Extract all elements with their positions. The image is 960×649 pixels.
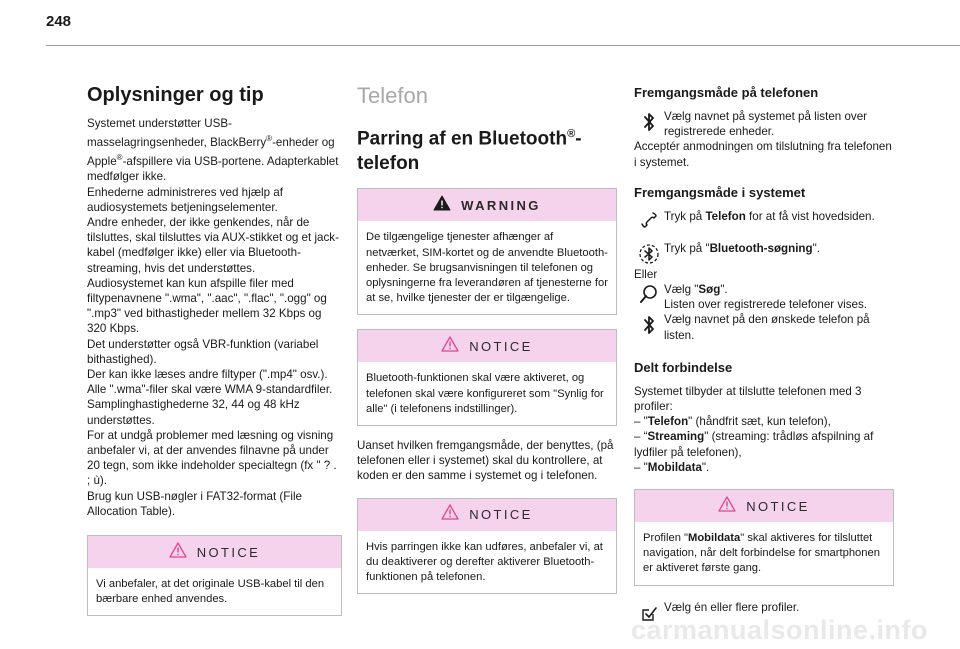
notice-text: Vi anbefaler, at det originale USB-kabel til den bærbare enhed anvendes. [96, 578, 325, 606]
heading-bluetooth-pairing: Parring af en Bluetooth®-telefon [357, 128, 582, 175]
watermark: carmanualsonline.info [630, 615, 928, 645]
notice-triangle-icon [441, 504, 459, 525]
notice-box-usb [87, 535, 342, 616]
notice-text: Profilen "Mobildata" skal aktiveres for tilsluttet navigation, når delt forbindelse for smartphonen er aktiveret første gang. [643, 532, 880, 575]
bluetooth-icon [634, 109, 664, 133]
system-step-3 [634, 282, 894, 312]
warning-label: WARNING [461, 197, 541, 213]
info-p6: Der kan ikke læses andre filtyper (".mp4" osv.). [87, 367, 328, 381]
section-title-telefon: Telefon [357, 83, 428, 108]
notice-box-bluetooth [357, 329, 617, 426]
system-step-1 [634, 209, 894, 229]
warning-triangle-icon [433, 195, 451, 216]
system-step-2-text: Tryk på "Bluetooth-søgning". [664, 241, 820, 255]
notice-box-pairing [357, 498, 617, 595]
system-step-2 [634, 241, 894, 265]
phone-step [634, 109, 894, 139]
notice-triangle-icon [169, 542, 187, 563]
warning-header [358, 189, 616, 221]
info-p7: Alle ".wma"-filer skal være WMA 9-standardfiler. [87, 383, 333, 397]
profile-item-mobiledata: – "Mobildata". [634, 460, 710, 474]
info-p8: Samplinghastighederne 32, 44 og 48 kHz understøttes. [87, 398, 300, 427]
info-paragraphs [87, 116, 342, 519]
profile-item-streaming: – “Streaming" (streaming: trådløs afspilning af lydfiler på telefonen), [634, 430, 874, 459]
info-p10: Brug kun USB-nøgler i FAT32-format (File Allocation Table). [87, 489, 302, 518]
notice-box-mobildata [634, 489, 894, 586]
notice-header [88, 536, 341, 568]
info-p4: Audiosystemet kan kun afspille filer med filtypenavnene ".wma", ".aac", ".flac", ".ogg" og ".mp3" ved bithastigheder mellem 32 Kbps og 320 Kbps. [87, 276, 327, 336]
notice-label: NOTICE [469, 507, 533, 523]
notice-triangle-icon [718, 496, 736, 517]
column-info [87, 82, 342, 616]
system-step-4 [634, 312, 894, 342]
pairing-paragraph: Uanset hvilken fremgangsmåde, der benyttes, (på telefonen eller i systemet) skal du kontrollere, at koden er den samme i systemet og i telefonen. [357, 438, 614, 483]
info-p2: Enhederne administreres ved hjælp af audiosystemets betjeningselementer. [87, 185, 283, 214]
info-p3: Andre enheder, der ikke genkendes, når de tilsluttes, skal tilsluttes via AUX-stikket og et jack-kabel (medfølger ikke) eller via Bluetooth-streaming, hvis det understøttes. [87, 215, 339, 275]
magnifier-icon [634, 282, 664, 304]
notice-label: NOTICE [469, 338, 533, 354]
info-p5: Det understøtter også VBR-funktion (variabel bithastighed). [87, 337, 319, 366]
page-number: 248 [46, 13, 72, 30]
notice-text: Bluetooth-funktionen skal være aktiveret, og telefonen skal være konfigureret som "Synlig for alle" (i telefonens indstillinger). [366, 372, 604, 415]
bluetooth-icon [634, 312, 664, 336]
phone-accept-text: Acceptér anmodningen om tilslutning fra telefonen i systemet. [634, 140, 892, 169]
notice-label: NOTICE [196, 544, 261, 560]
heading-shared-connection: Delt forbindelse [634, 359, 733, 375]
notice-header [358, 330, 616, 362]
info-p1: Systemet understøtter USB-masselagringsenheder, BlackBerry®-enheder og Apple®-afspillere via USB-portene. Adapterkablet medfølger ikke. [87, 117, 339, 184]
top-divider [46, 45, 960, 46]
bluetooth-search-icon [634, 241, 664, 265]
heading-system-procedure: Fremgangsmåde i systemet [634, 184, 806, 200]
system-step-4-text: Vælg navnet på den ønskede telefon på listen. [664, 313, 870, 342]
section-heading-info: Oplysninger og tip [87, 84, 264, 106]
select-profiles-text: Vælg én eller flere profiler. [664, 600, 800, 614]
warning-text: De tilgængelige tjenester afhænger af netværket, SIM-kortet og de anvendte Bluetooth-enheder. Se brugsanvisningen til telefonen og oplysningerne fra leverandøren af tjenesterne for at se, hvilke tjenester der er tilgængelige. [366, 231, 608, 305]
notice-label: NOTICE [746, 498, 810, 514]
notice-header [635, 490, 893, 522]
column-procedures [634, 84, 894, 628]
shared-intro: Systemet tilbyder at tilslutte telefonen med 3 profiler: [634, 384, 862, 414]
notice-triangle-icon [441, 336, 459, 357]
warning-box [357, 188, 617, 315]
system-step-3-text: Vælg "Søg". Listen over registrerede telefoner vises. [664, 283, 867, 312]
notice-text: Hvis parringen ikke kan udføres, anbefaler vi, at du deaktiverer og derefter aktiverer Bluetooth-funktionen på telefonen. [366, 540, 603, 583]
phone-handset-icon [634, 209, 664, 229]
notice-header [358, 499, 616, 531]
phone-step-text: Vælg navnet på systemet på listen over registrerede enheder. [664, 110, 867, 139]
heading-phone-procedure: Fremgangsmåde på telefonen [634, 85, 819, 100]
profile-item-phone: – "Telefon" (håndfrit sæt, kun telefon), [634, 415, 831, 429]
column-telefon [357, 82, 617, 594]
system-step-1-text: Tryk på Telefon for at få vist hovedsiden. [664, 209, 875, 223]
or-text: Eller [634, 267, 658, 281]
info-p9: For at undgå problemer med læsning og visning anbefaler vi, at der anvendes filnavne på under 20 tegn, som ikke indeholder specialtegn (fx " ? . ; ù). [87, 428, 337, 488]
